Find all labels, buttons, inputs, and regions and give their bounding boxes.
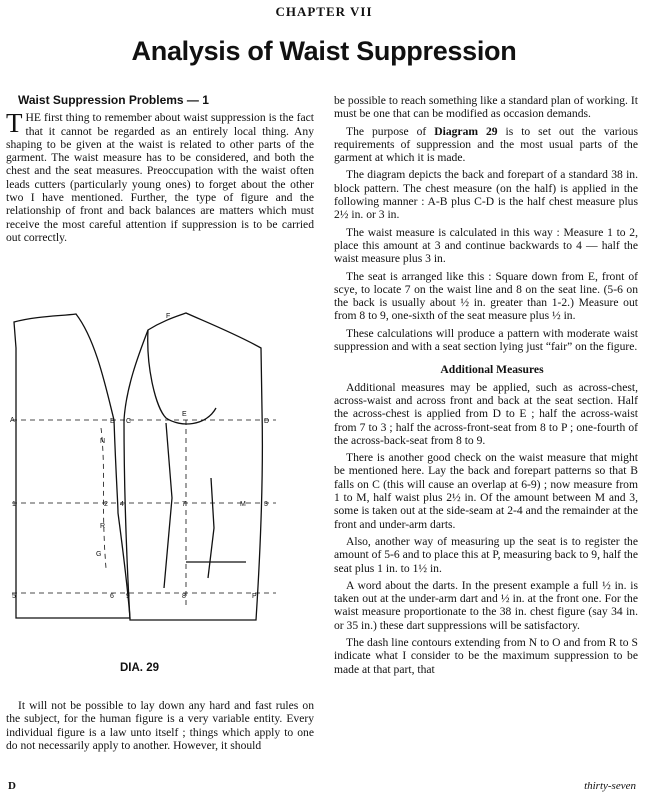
intro-paragraph-text: HE first thing to remember about waist suppression is the fact that it cannot be regarded as an entirely local thing. Any shaping to be given at the waist is related to other parts of the garment. The waist measure has to be considered, and both the chest and the seat measures. Preoccupation with the waist often leads cutters (particularly young ones) to forget about the other two I have mentioned. Further, the type of figure and the relationship of front and back balances are matters which must receive the most careful attention if suppression is to be carried out correctly. [6,111,314,244]
front-dart [208,478,214,578]
paragraph: The purpose of Diagram 29 is to set out the various requirements of suppression and the most usual parts of the garment at which it is made. [334,124,638,165]
label-3: 3 [264,501,268,508]
label-8: 8 [182,593,186,600]
label-a: A [10,417,15,424]
diagram-caption: DIA. 29 [120,662,159,674]
drop-cap: T [6,108,23,139]
label-9: 9 [126,593,130,600]
label-2: 2 [104,501,108,508]
label-c: C [126,418,132,425]
label-r: R [100,523,106,530]
paragraph: Also, another way of measuring up the seat is to register the amount of 5-6 and to place this at P, measuring back to 9, half the seat plus 1 in. to 1½ in. [334,534,638,575]
label-p: P [252,593,257,600]
diagram-reference: Diagram 29 [434,124,498,138]
label-4: 4 [120,501,124,508]
label-g: G [96,551,102,558]
page-title: Analysis of Waist Suppression [131,36,517,66]
subheading: Additional Measures [440,363,544,377]
paragraph: A word about the darts. In the present example a full ½ in. is taken out at the under-arm dart and ½ in. at the front one. For the waist measure proportionate to the 38 in. chest figure (say 34 in. or 35 in.) these dart suppressions will be satisfactory. [334,578,638,632]
label-6: 6 [110,593,114,600]
paragraph: The dash line contours extending from N to O and from R to S indicate what I consider to be the maximum suppression to be made at that part, that [334,635,638,676]
paragraph: be possible to reach something like a standard plan of working. It must be one that can be modified as occasion demands. [334,94,638,121]
paragraph: The waist measure is calculated in this way : Measure 1 to 2, place this amount at 3 and continue backwards to 4 — half the waist measure plus 3 in. [334,225,638,266]
forepart-outline [124,313,262,620]
label-f: F [166,313,171,320]
left-column-bottom [6,699,314,756]
paragraph: There is another good check on the waist measure that might be mentioned here. Lay the back and forepart patterns so that B falls on C (this will cause an overlap at 6-9) ; now measure from 1 to M, half waist plus 2½ in. Of the amount between M and 3, some is taken out at the side-seam at 2-4 and the remainder at the front and under-arm darts. [334,451,638,531]
label-m: M [240,501,246,508]
footer-signature: D [8,780,16,792]
label-5: 5 [12,593,16,600]
pattern-diagram [6,308,314,660]
label-n: N [100,438,106,445]
section-heading: Waist Suppression Problems — 1 [18,93,209,107]
label-d: D [264,418,270,425]
label-e: E [182,411,187,418]
page-number: thirty-seven [584,780,636,792]
paragraph: Additional measures may be applied, such as across-chest, across-waist and across front and back at the seat section. Half the across-chest is applied from D to E ; half the across-waist from 7 to 3 ; half the across-front-seat from 8 to P ; one-fourth of the across-back-seat from 8 to 9. [334,380,638,447]
label-7: 7 [182,501,186,508]
paragraph: The diagram depicts the back and forepart of a standard 38 in. block pattern. The chest measure (on the half) is applied in the following manner : A-B plus C-D is the half chest measure plus 2½ in. or 3 in. [334,168,638,222]
left-column-top [6,94,314,248]
paragraph: It will not be possible to lay down any hard and fast rules on the subject, for the human figure is a very variable entity. Every individual figure is a law unto itself ; things which apply to one do not necessarily apply to another. However, it should [6,699,314,752]
paragraph: The seat is arranged like this : Square down from E, front of scye, to locate 7 on the waist line and 8 on the seat line. (5-6 on the back is usually about ½ in. greater than 1-2.) Measure out from 8 to 9, one-sixth of the seat measure plus ½ in. [334,269,638,323]
chapter-heading: CHAPTER VII [275,4,373,19]
intro-paragraph [6,108,314,244]
armhole-curve [148,330,216,424]
right-column [334,94,638,680]
back-piece-outline [14,314,130,618]
paragraph: These calculations will produce a pattern with moderate waist suppression and with a seat section lying just “fair” on the figure. [334,326,638,354]
label-b: B [110,418,115,425]
underarm-dart [164,423,172,588]
back-suppression-contour [101,428,106,568]
label-1: 1 [12,501,16,508]
